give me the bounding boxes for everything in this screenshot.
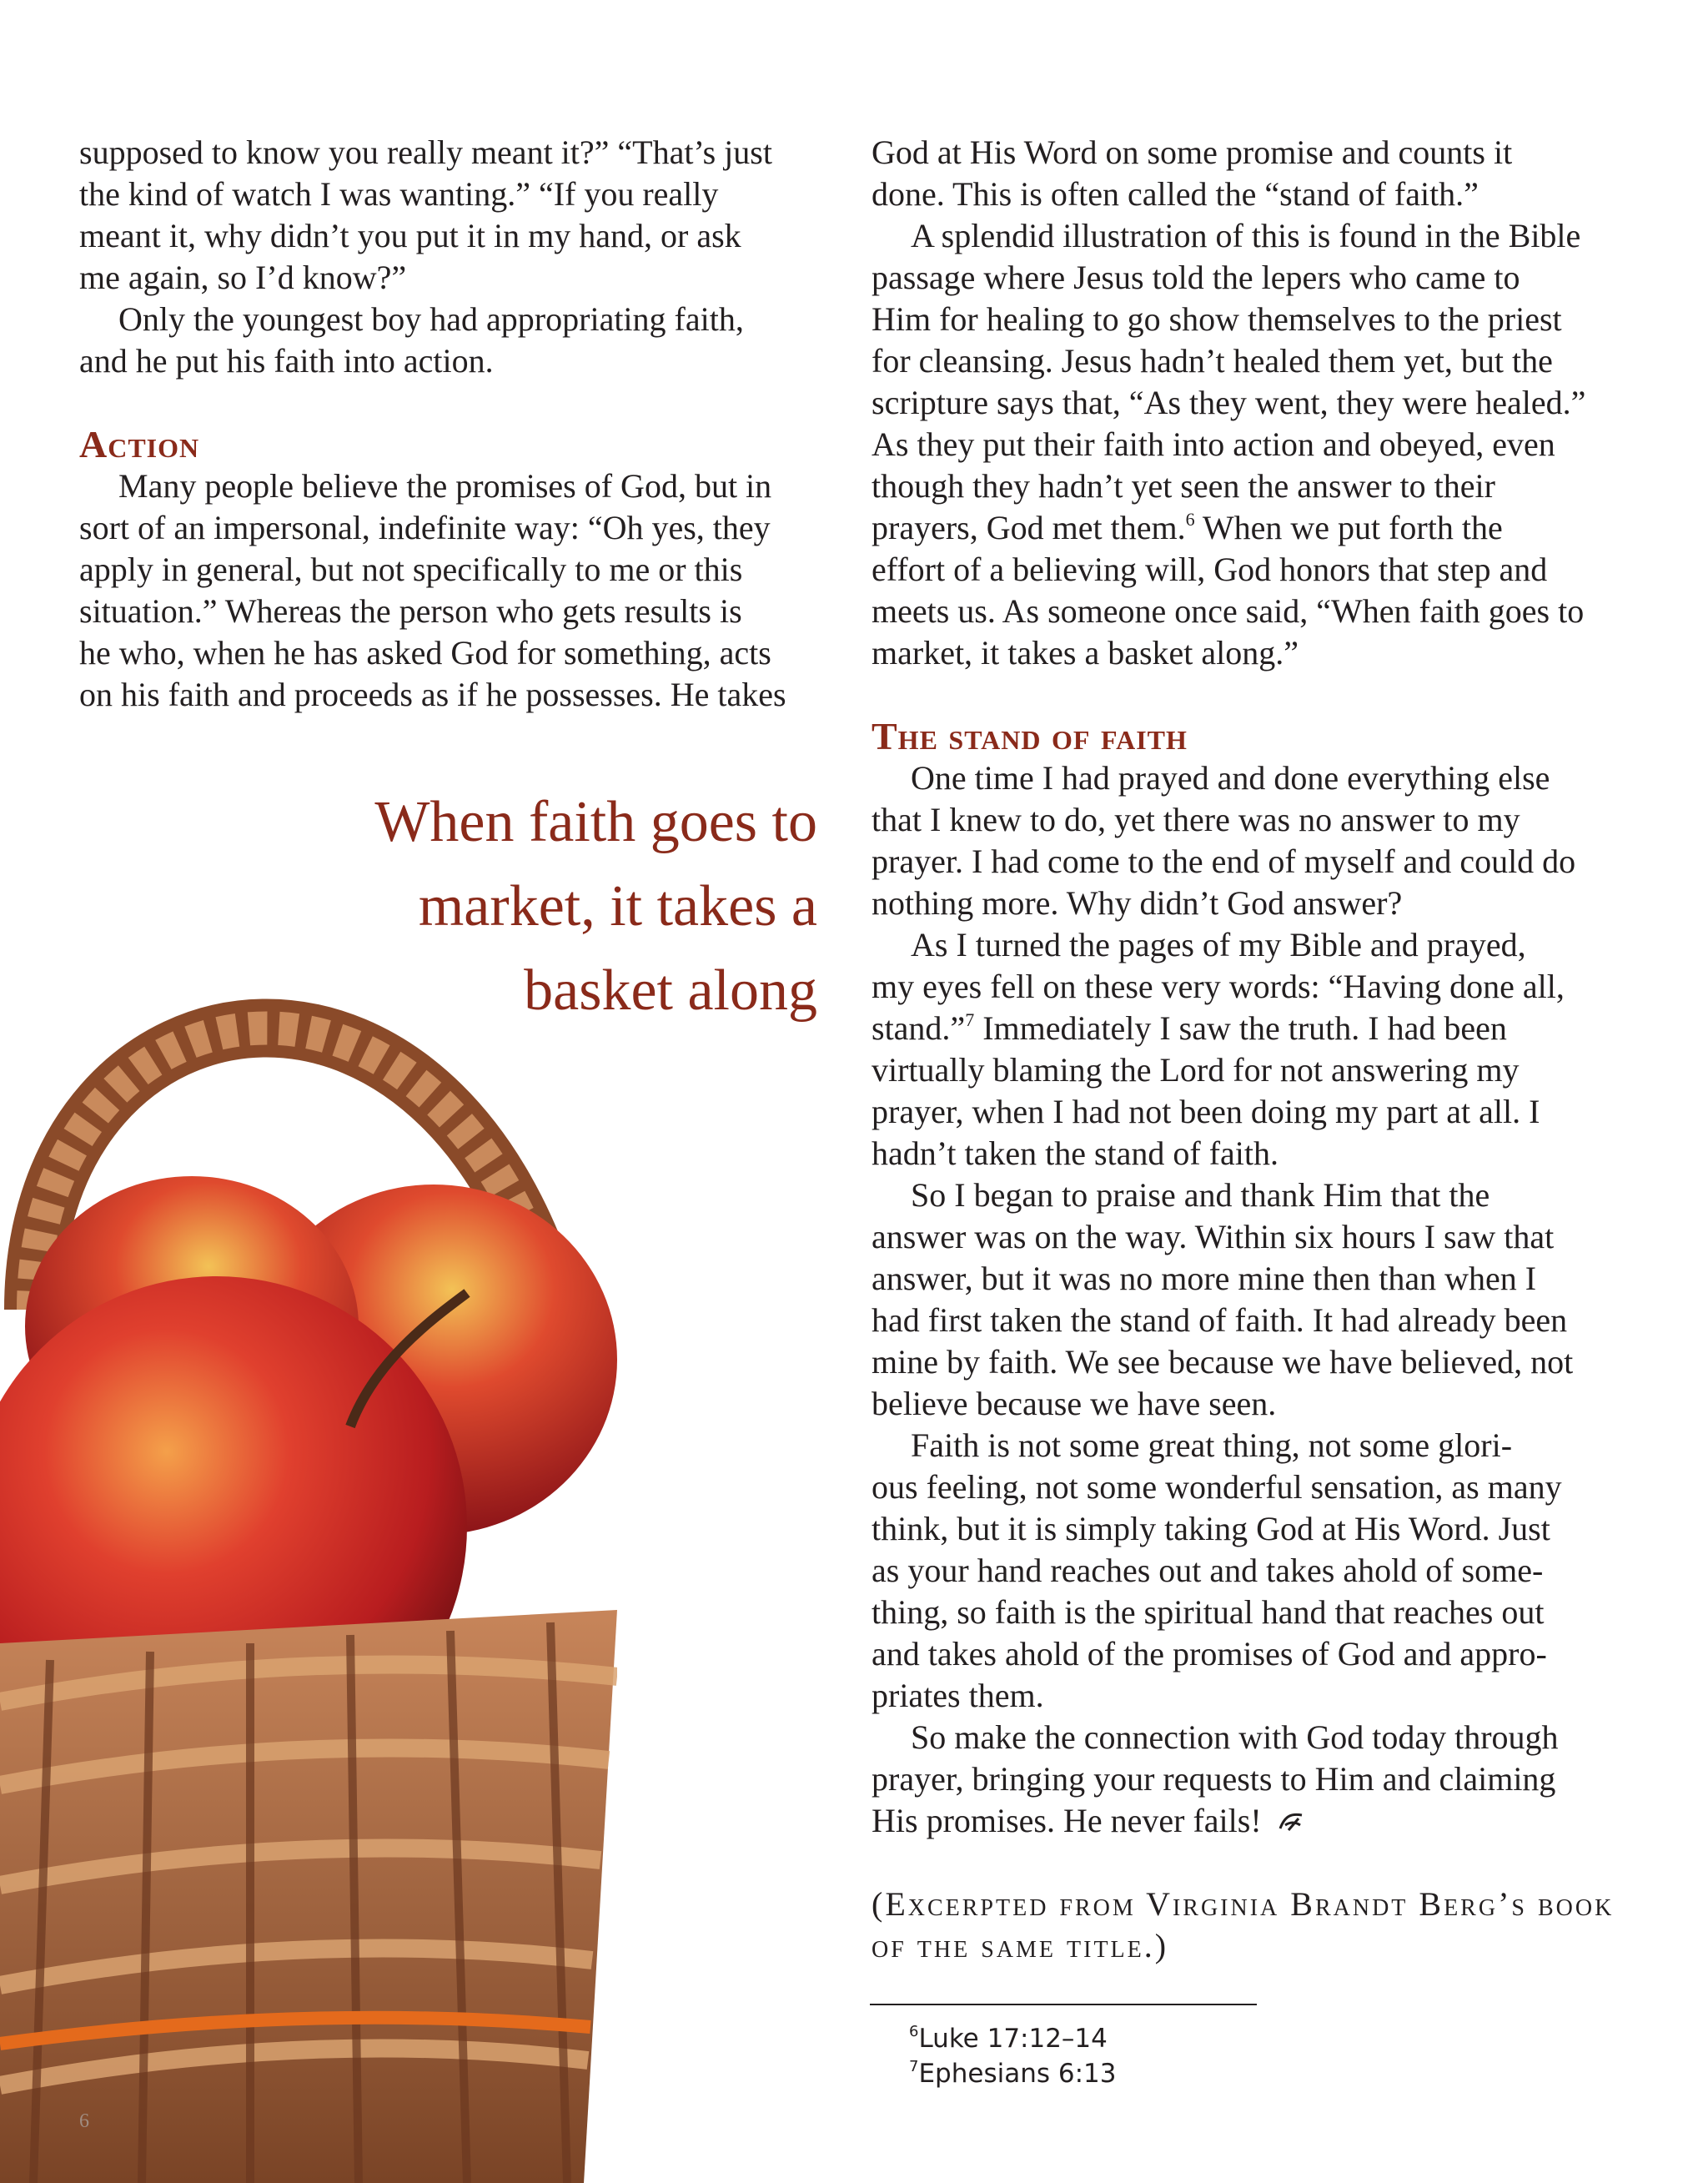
body-line: prayer. I had come to the end of myself and could do	[872, 843, 1576, 880]
footnote	[909, 2057, 1116, 2090]
footnote-text: Luke 17:12–14	[918, 2024, 1108, 2054]
paragraph-gap	[872, 1842, 1632, 1884]
paragraph-gap	[872, 674, 1632, 716]
footnote-marker: 7	[965, 1009, 975, 1030]
page-number: 6	[79, 2110, 89, 2132]
pull-quote-line: basket along	[524, 958, 817, 1023]
body-line: So make the connection with God today through	[911, 1718, 1559, 1756]
body-line: as your hand reaches out and takes ahold of some-	[872, 1552, 1544, 1589]
credit-line: (Excerpted from Virginia Brandt Berg’s book	[872, 1885, 1615, 1923]
body-line: had first taken the stand of faith. It had already been	[872, 1301, 1568, 1339]
pull-quote-line: When faith goes to	[374, 790, 817, 854]
body-line: think, but it is simply taking God at His Word. Just	[872, 1510, 1550, 1547]
body-line: me again, so I’d know?”	[79, 259, 407, 296]
body-line: God at His Word on some promise and counts it	[872, 133, 1513, 171]
pull-quote	[300, 780, 817, 1033]
footnote-number: 7	[909, 2058, 919, 2075]
body-line: apply in general, but not specifically to me or this	[79, 551, 743, 588]
body-line: though they hadn’t yet seen the answer to their	[872, 467, 1495, 505]
body-line: nothing more. Why didn’t God answer?	[872, 884, 1403, 922]
body-line: the kind of watch I was wanting.” “If you really	[79, 175, 719, 213]
pull-quote-line: market, it takes a	[418, 874, 817, 938]
body-line: he who, when he has asked God for something, acts	[79, 634, 771, 671]
section-heading-stand-of-faith: The stand of faith	[872, 715, 1188, 757]
body-line: So I began to praise and thank Him that the	[911, 1176, 1490, 1214]
body-line: supposed to know you really meant it?” “That’s just	[79, 133, 772, 171]
footnote-text: Ephesians 6:13	[918, 2059, 1117, 2089]
body-line: meant it, why didn’t you put it in my hand, or ask	[79, 217, 741, 254]
body-line: As I turned the pages of my Bible and prayed,	[911, 926, 1526, 963]
body-line: sort of an impersonal, indefinite way: “Oh yes, they	[79, 509, 771, 546]
body-line: thing, so faith is the spiritual hand that reaches out	[872, 1593, 1545, 1631]
left-column	[79, 132, 840, 716]
credit-line: of the same title.)	[872, 1927, 1169, 1964]
body-line: believe because we have seen.	[872, 1385, 1277, 1422]
body-line: market, it takes a basket along.”	[872, 634, 1299, 671]
end-ornament-icon	[1277, 1810, 1307, 1835]
body-line: Many people believe the promises of God, but in	[118, 467, 772, 505]
body-line: on his faith and proceeds as if he possesses. He takes	[79, 676, 786, 713]
body-text: prayers, God met them.	[872, 509, 1186, 546]
body-line: for cleansing. Jesus hadn’t healed them yet, but the	[872, 342, 1553, 380]
body-line: As they put their faith into action and obeyed, even	[872, 425, 1555, 463]
right-column	[872, 132, 1632, 1967]
body-text: His promises. He never fails!	[872, 1802, 1262, 1839]
body-line: priates them.	[872, 1677, 1044, 1714]
body-text: stand.”	[872, 1009, 966, 1047]
body-line: Only the youngest boy had appropriating faith,	[118, 300, 744, 338]
apple-basket-photo	[0, 926, 617, 2183]
body-line: meets us. As someone once said, “When faith goes to	[872, 592, 1585, 630]
body-line	[872, 507, 1632, 549]
body-line: done. This is often called the “stand of faith.”	[872, 175, 1479, 213]
body-line: situation.” Whereas the person who gets results is	[79, 592, 742, 630]
body-line: answer, but it was no more mine then than when I	[872, 1260, 1537, 1297]
body-line: and takes ahold of the promises of God and appro-	[872, 1635, 1547, 1672]
body-line: mine by faith. We see because we have believed, not	[872, 1343, 1574, 1381]
body-line: prayer, bringing your requests to Him and claiming	[872, 1760, 1556, 1798]
body-line: that I knew to do, yet there was no answer to my	[872, 801, 1520, 838]
body-line: answer was on the way. Within six hours I saw that	[872, 1218, 1555, 1255]
body-line: Him for healing to go show themselves to the priest	[872, 300, 1562, 338]
footnote-number: 6	[909, 2023, 919, 2040]
body-line: effort of a believing will, God honors that step and	[872, 551, 1548, 588]
footnote	[909, 2022, 1108, 2055]
body-line: prayer, when I had not been doing my part at all. I	[872, 1093, 1540, 1130]
body-text: Immediately I saw the truth. I had been	[974, 1009, 1507, 1047]
body-line: Faith is not some great thing, not some glori-	[911, 1426, 1513, 1464]
body-line	[872, 1800, 1632, 1842]
body-line: passage where Jesus told the lepers who came to	[872, 259, 1520, 296]
paragraph-gap	[79, 382, 840, 424]
body-text: When we put forth the	[1194, 509, 1503, 546]
body-line: virtually blaming the Lord for not answering my	[872, 1051, 1520, 1089]
body-line: One time I had prayed and done everything else	[911, 759, 1550, 797]
body-line: A splendid illustration of this is found in the Bible	[911, 217, 1581, 254]
body-line	[872, 1008, 1632, 1049]
body-line: hadn’t taken the stand of faith.	[872, 1134, 1279, 1172]
footnote-rule	[870, 2004, 1257, 2005]
footnote-marker: 6	[1185, 509, 1195, 530]
body-line: scripture says that, “As they went, they were healed.”	[872, 384, 1586, 421]
section-heading-action: Action	[79, 423, 200, 465]
body-line: my eyes fell on these very words: “Having done all,	[872, 968, 1565, 1005]
body-line: ous feeling, not some wonderful sensation, as many	[872, 1468, 1562, 1506]
body-line: and he put his faith into action.	[79, 342, 494, 380]
